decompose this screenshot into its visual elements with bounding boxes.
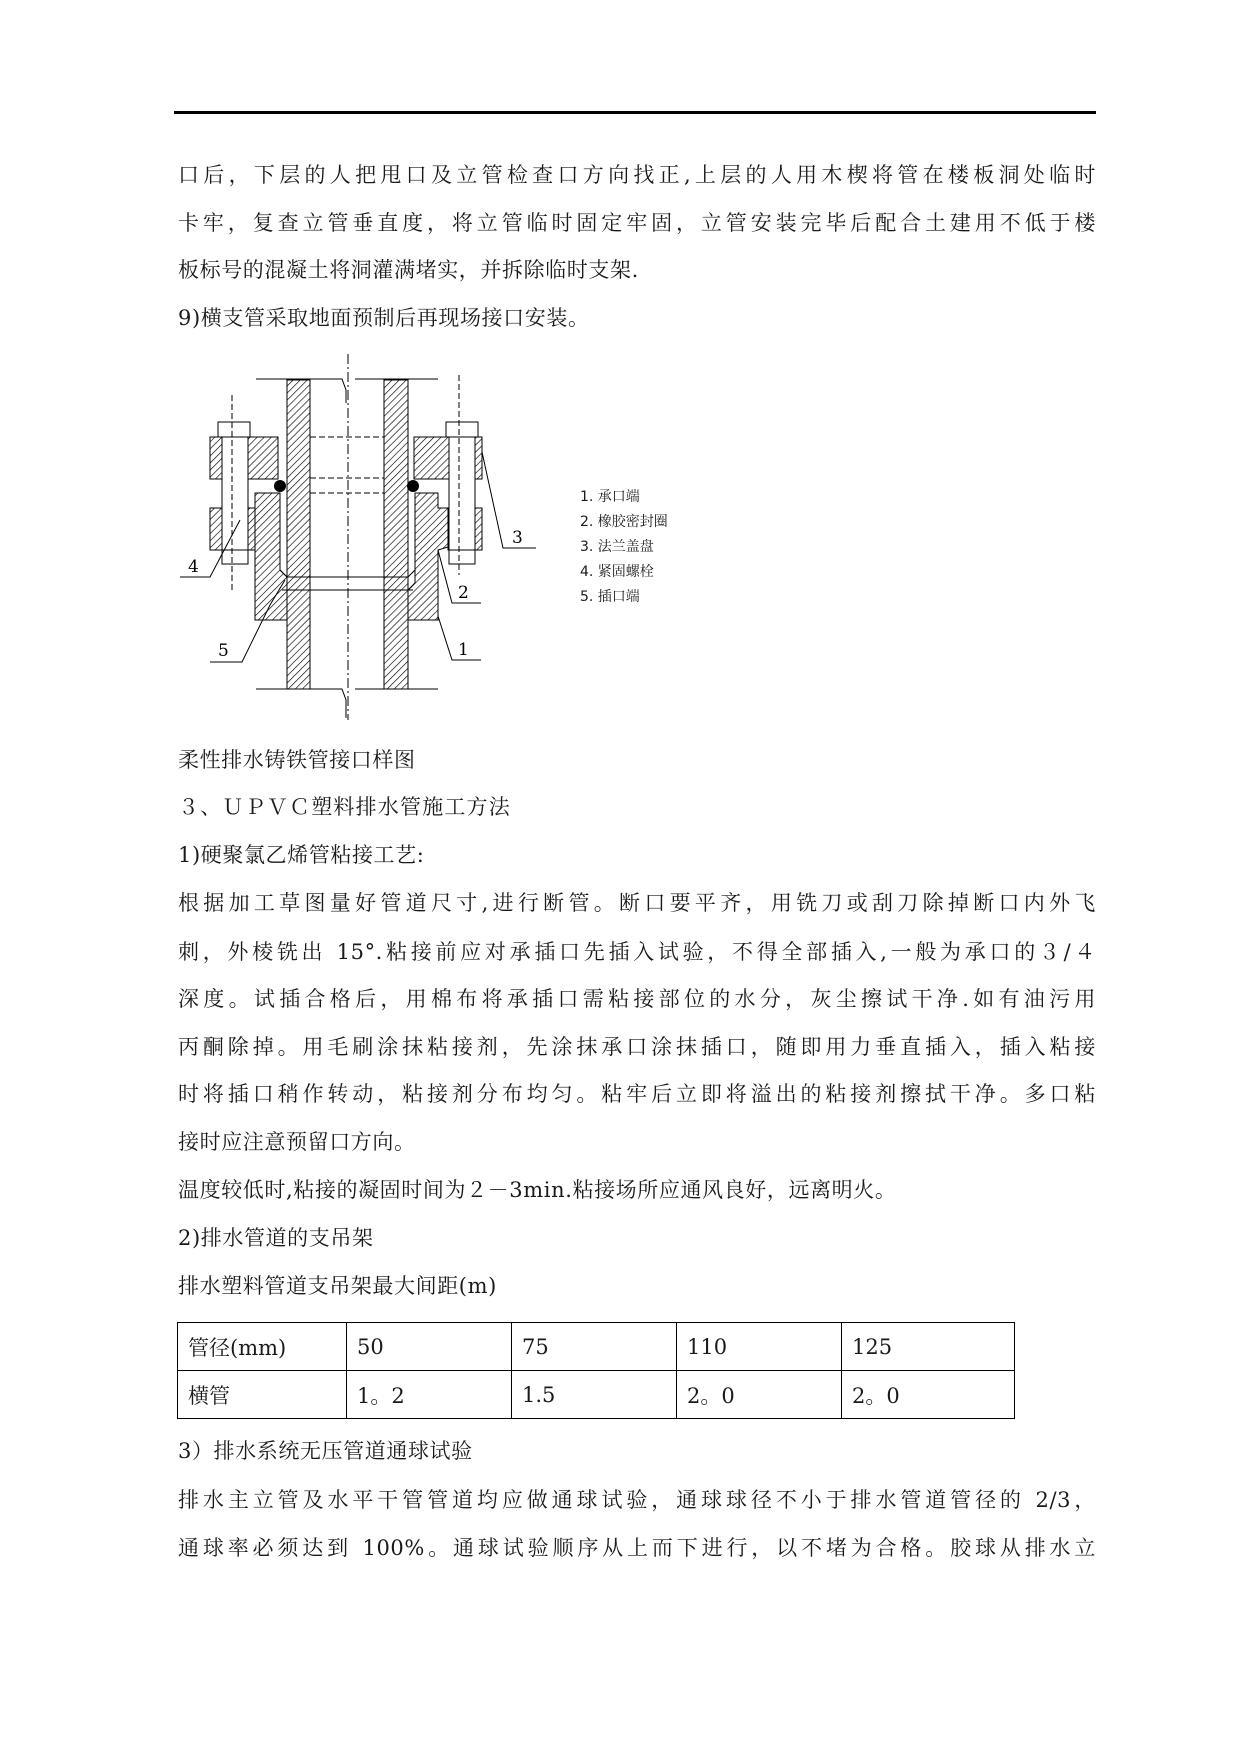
step-9-heading: 9)横支管采取地面预制后再现场接口安装。 — [178, 306, 590, 330]
table-cell: 75 — [512, 1323, 677, 1371]
temperature-note: 温度较低时,粘接的凝固时间为２－3min.粘接场所应通风良好，远离明火。 — [178, 1178, 897, 1202]
rubber-seal-ring-right — [407, 480, 419, 492]
diagram-legend — [580, 485, 668, 610]
table-cell: 2。0 — [842, 1371, 1015, 1419]
callout-1: 1 — [458, 640, 469, 660]
legend-item: 2. 橡胶密封圈 — [580, 514, 668, 530]
paragraph-line: 深度。试插合格后，用棉布将承插口需粘接部位的水分，灰尘擦试干净.如有油污用 — [178, 987, 1096, 1011]
section-3-heading: ３、ＵＰＶＣ塑料排水管施工方法 — [178, 795, 511, 819]
table-cell: 2。0 — [677, 1371, 842, 1419]
callout-2: 2 — [458, 583, 469, 603]
pipe-joint-diagram — [170, 340, 570, 720]
paragraph-line: 接时应注意预留口方向。 — [178, 1130, 416, 1154]
legend-item: 4. 紧固螺栓 — [580, 564, 654, 580]
paragraph-line: 丙酮除掉。用毛刷涂抹粘接剂，先涂抹承口涂抹插口，随即用力垂直插入，插入粘接 — [178, 1035, 1096, 1059]
subsection-3-heading: 3）排水系统无压管道通球试验 — [178, 1439, 473, 1463]
rubber-seal-ring-left — [274, 480, 286, 492]
table-cell: 50 — [347, 1323, 512, 1371]
paragraph-line: 口后，下层的人把甩口及立管检查口方向找正,上层的人用木楔将管在楼板洞处临时 — [178, 163, 1096, 187]
paragraph-line: 根据加工草图量好管道尺寸,进行断管。断口要平齐，用铣刀或刮刀除掉断口内外飞 — [178, 891, 1096, 915]
paragraph-line: 卡牢，复查立管垂直度，将立管临时固定牢固，立管安装完毕后配合土建用不低于楼 — [178, 211, 1096, 235]
table-cell: 110 — [677, 1323, 842, 1371]
table-caption: 排水塑料管道支吊架最大间距(m) — [178, 1274, 497, 1298]
subsection-2-heading: 2)排水管道的支吊架 — [178, 1226, 374, 1250]
table-cell: 横管 — [178, 1371, 347, 1419]
paragraph-line: 排水主立管及水平干管管道均应做通球试验，通球球径不小于排水管道管径的 2/3， — [178, 1488, 1096, 1512]
table-cell: 125 — [842, 1323, 1015, 1371]
header-rule — [174, 111, 1096, 114]
table-cell: 1。2 — [347, 1371, 512, 1419]
callout-4: 4 — [188, 557, 199, 577]
legend-item: 1. 承口端 — [580, 489, 640, 505]
table-cell: 1.5 — [512, 1371, 677, 1419]
legend-item: 3. 法兰盖盘 — [580, 539, 654, 555]
paragraph-line: 刺，外棱铣出 15°.粘接前应对承插口先插入试验，不得全部插入,一般为承口的３/４ — [178, 940, 1096, 964]
figure-caption: 柔性排水铸铁管接口样图 — [178, 748, 416, 772]
paragraph-line: 时将插口稍作转动，粘接剂分布均匀。粘牢后立即将溢出的粘接剂擦拭干净。多口粘 — [178, 1082, 1096, 1106]
table-header-row — [178, 1323, 1015, 1371]
legend-item: 5. 插口端 — [580, 589, 640, 605]
callout-3: 3 — [512, 528, 523, 548]
subsection-1-heading: 1)硬聚氯乙烯管粘接工艺: — [178, 843, 425, 867]
paragraph-line: 板标号的混凝土将洞灌满堵实，并拆除临时支架. — [178, 258, 639, 282]
table-row — [178, 1371, 1015, 1419]
callout-5: 5 — [218, 641, 229, 661]
hanger-spacing-table — [177, 1322, 1015, 1419]
table-cell: 管径(mm) — [178, 1323, 347, 1371]
paragraph-line: 通球率必须达到 100%。通球试验顺序从上而下进行，以不堵为合格。胶球从排水立 — [178, 1536, 1096, 1560]
